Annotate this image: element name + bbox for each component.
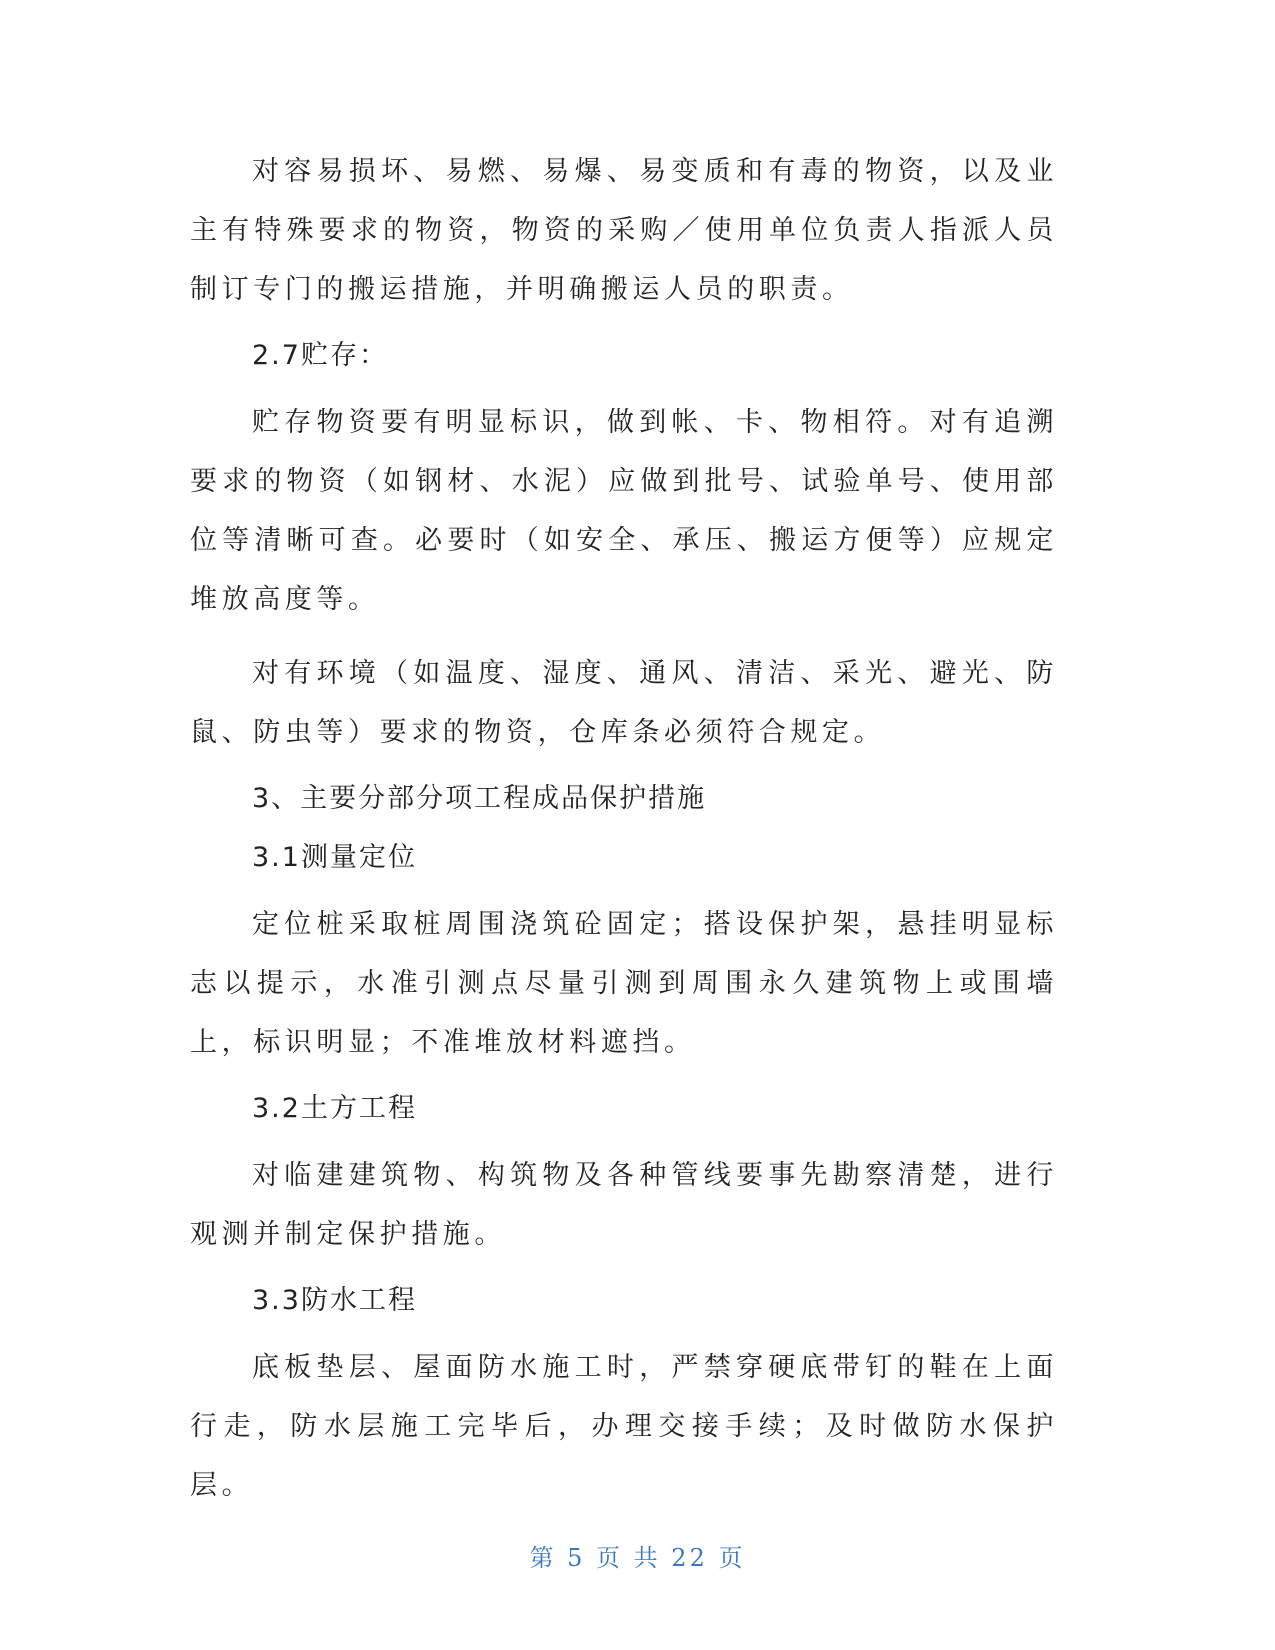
paragraph-survey-positioning: 定位桩采取桩周围浇筑砼固定；搭设保护架，悬挂明显标志以提示，水准引测点尽量引测到周围永久建筑物上或围墙上，标识明显；不准堆放材料遮挡。 — [190, 909, 1058, 1058]
document-body — [190, 142, 1058, 1530]
section-heading-3-2: 3.2土方工程 — [252, 1093, 417, 1124]
section-heading-3-1: 3.1测量定位 — [252, 842, 417, 873]
paragraph-storage-environment: 对有环境（如温度、湿度、通风、清洁、采光、避光、防鼠、防虫等）要求的物资，仓库条必须符合规定。 — [190, 658, 1058, 748]
section-heading-3: 3、主要分部分项工程成品保护措施 — [252, 783, 707, 814]
paragraph-storage-identification: 贮存物资要有明显标识，做到帐、卡、物相符。对有追溯要求的物资（如钢材、水泥）应做到批号、试验单号、使用部位等清晰可查。必要时（如安全、承压、搬运方便等）应规定堆放高度等。 — [190, 407, 1058, 615]
paragraph-waterproofing: 底板垫层、屋面防水施工时，严禁穿硬底带钉的鞋在上面行走，防水层施工完毕后，办理交接手续；及时做防水保护层。 — [190, 1352, 1058, 1501]
page-number-footer: 第 5 页 共 22 页 — [529, 1544, 746, 1572]
paragraph-earthwork: 对临建建筑物、构筑物及各种管线要事先勘察清楚，进行观测并制定保护措施。 — [190, 1160, 1058, 1250]
section-heading-3-3: 3.3防水工程 — [252, 1285, 417, 1316]
paragraph-handling-measures: 对容易损坏、易燃、易爆、易变质和有毒的物资，以及业主有特殊要求的物资，物资的采购／使用单位负责人指派人员制订专门的搬运措施，并明确搬运人员的职责。 — [190, 156, 1058, 305]
section-heading-2-7: 2.7贮存： — [252, 340, 388, 371]
